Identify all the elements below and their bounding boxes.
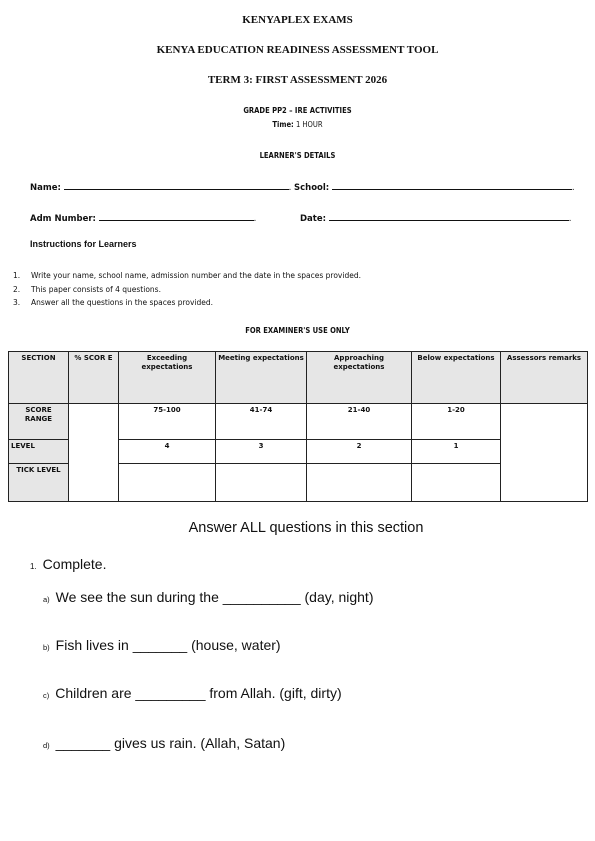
question-item-c	[43, 685, 342, 701]
time-value: 1 HOUR	[293, 120, 323, 129]
learner-details-heading: LEARNER'S DETAILS	[259, 151, 336, 160]
level-approaching: 2	[307, 440, 412, 464]
item-letter: a)	[43, 595, 50, 604]
instruction-text: This paper consists of 4 questions.	[31, 285, 161, 294]
examiner-table	[8, 351, 588, 502]
score-range-label: SCORE RANGE	[9, 404, 69, 440]
instruction-number: 1.	[13, 271, 21, 280]
question-number: 1.	[30, 562, 37, 571]
question-1	[30, 556, 106, 572]
level-below: 1	[412, 440, 501, 464]
score-range-row	[9, 404, 588, 440]
item-letter: d)	[43, 741, 50, 750]
adm-number-field[interactable]	[99, 211, 254, 221]
header-section: SECTION	[9, 352, 69, 404]
section-instruction: Answer ALL questions in this section	[188, 520, 424, 536]
tick-below-cell[interactable]	[412, 464, 501, 502]
tick-exceeding-cell[interactable]	[119, 464, 216, 502]
instruction-item	[13, 285, 161, 294]
instruction-item	[13, 298, 213, 307]
instruction-number: 2.	[13, 285, 21, 294]
name-school-row	[30, 180, 575, 193]
adm-number-label: Adm Number:	[30, 214, 96, 224]
instructions-heading: Instructions for Learners	[30, 239, 137, 249]
assessment-tool-title: KENYA EDUCATION READINESS ASSESSMENT TOOL	[156, 44, 439, 56]
name-separator: .	[288, 183, 294, 193]
header-approaching: Approaching expectations	[307, 352, 412, 404]
date-end: .	[568, 214, 572, 224]
level-exceeding: 4	[119, 440, 216, 464]
school-end: .	[571, 183, 575, 193]
term-title: TERM 3: FIRST ASSESSMENT 2026	[207, 74, 388, 86]
assessors-remarks-cell[interactable]	[501, 404, 588, 502]
score-range-approaching: 21-40	[307, 404, 412, 440]
level-meeting: 3	[216, 440, 307, 464]
date-row	[300, 211, 571, 224]
date-label: Date:	[300, 214, 327, 224]
name-label: Name:	[30, 183, 61, 193]
name-field[interactable]	[64, 180, 289, 190]
score-range-meeting: 41-74	[216, 404, 307, 440]
tick-approaching-cell[interactable]	[307, 464, 412, 502]
instruction-text: Write your name, school name, admission number and the date in the spaces provided.	[31, 271, 361, 280]
item-text: Fish lives in _______ (house, water)	[55, 637, 281, 653]
question-item-d	[43, 735, 285, 751]
question-text: Complete.	[42, 556, 107, 572]
instruction-text: Answer all the questions in the spaces provided.	[31, 298, 214, 307]
school-field[interactable]	[332, 180, 572, 190]
grade-subject: GRADE PP2 – IRE ACTIVITIES	[243, 106, 352, 115]
date-field[interactable]	[329, 211, 569, 221]
header-assessors-remarks: Assessors remarks	[501, 352, 588, 404]
score-range-exceeding: 75-100	[119, 404, 216, 440]
header-below: Below expectations	[412, 352, 501, 404]
header-meeting: Meeting expectations	[216, 352, 307, 404]
exam-body-title: KENYAPLEX EXAMS	[242, 14, 353, 26]
time-label: Time:	[272, 120, 294, 129]
adm-end: .	[253, 214, 257, 224]
percent-score-cell[interactable]	[69, 404, 119, 502]
header-percent-score: % SCOR E	[69, 352, 119, 404]
question-item-a	[43, 589, 374, 605]
table-header-row	[9, 352, 588, 404]
item-text: We see the sun during the __________ (day, night)	[55, 589, 374, 605]
item-letter: c)	[43, 691, 50, 700]
adm-date-row	[30, 211, 256, 224]
instruction-number: 3.	[13, 298, 21, 307]
item-text: Children are _________ from Allah. (gift, dirty)	[55, 685, 342, 701]
level-label: LEVEL	[9, 440, 69, 464]
time-allowed	[45, 120, 551, 129]
examiner-heading: FOR EXAMINER'S USE ONLY	[245, 326, 350, 335]
instruction-item	[13, 271, 361, 280]
tick-meeting-cell[interactable]	[216, 464, 307, 502]
item-text: _______ gives us rain. (Allah, Satan)	[55, 735, 286, 751]
score-range-below: 1-20	[412, 404, 501, 440]
header-exceeding: Exceeding expectations	[119, 352, 216, 404]
item-letter: b)	[43, 643, 50, 652]
tick-level-label: TICK LEVEL	[9, 464, 69, 502]
school-label: School:	[293, 183, 330, 193]
question-item-b	[43, 637, 281, 653]
